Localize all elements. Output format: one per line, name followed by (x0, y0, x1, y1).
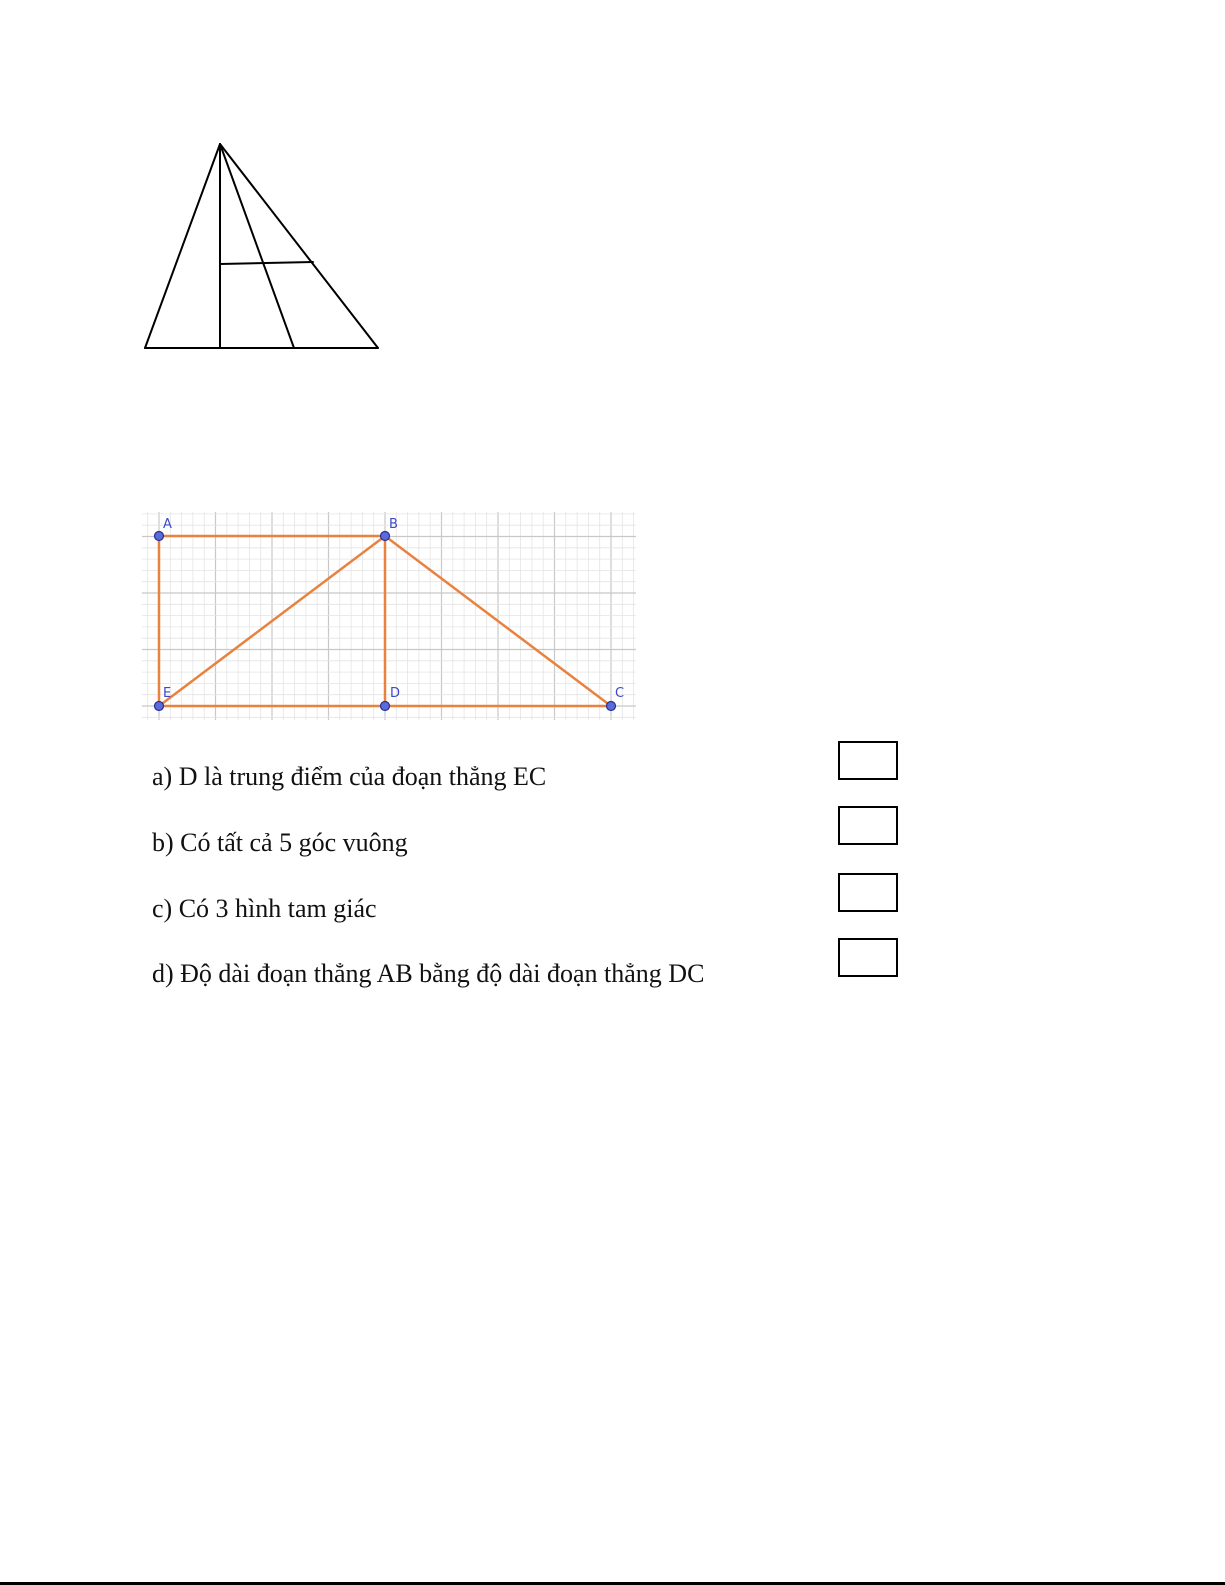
point-label-E: E (163, 686, 172, 701)
point-label-C: C (615, 686, 625, 701)
point-A (155, 532, 164, 541)
statement-c: c) Có 3 hình tam giác (152, 894, 377, 923)
answer-box-b[interactable] (838, 806, 898, 845)
grid-lines (142, 512, 636, 720)
answer-box-d[interactable] (838, 938, 898, 977)
triangle-figure (0, 0, 420, 380)
statement-b: b) Có tất cả 5 góc vuông (152, 828, 408, 857)
point-C (607, 702, 616, 711)
answer-box-a[interactable] (838, 741, 898, 780)
answer-box-c[interactable] (838, 873, 898, 912)
point-B (381, 532, 390, 541)
grid-figure (142, 512, 636, 720)
triangle-right-side (220, 144, 378, 348)
point-label-A: A (163, 517, 172, 532)
triangle-horizontal-line (220, 262, 313, 264)
statement-d: d) Độ dài đoạn thẳng AB bằng độ dài đoạn thẳng DC (152, 959, 705, 988)
triangle-inner-line (220, 144, 294, 348)
triangle-left-side (145, 144, 220, 348)
point-E (155, 702, 164, 711)
statement-a: a) D là trung điểm của đoạn thẳng EC (152, 762, 547, 791)
point-D (381, 702, 390, 711)
point-label-B: B (389, 517, 398, 532)
point-label-D: D (390, 686, 401, 701)
points (155, 517, 625, 711)
